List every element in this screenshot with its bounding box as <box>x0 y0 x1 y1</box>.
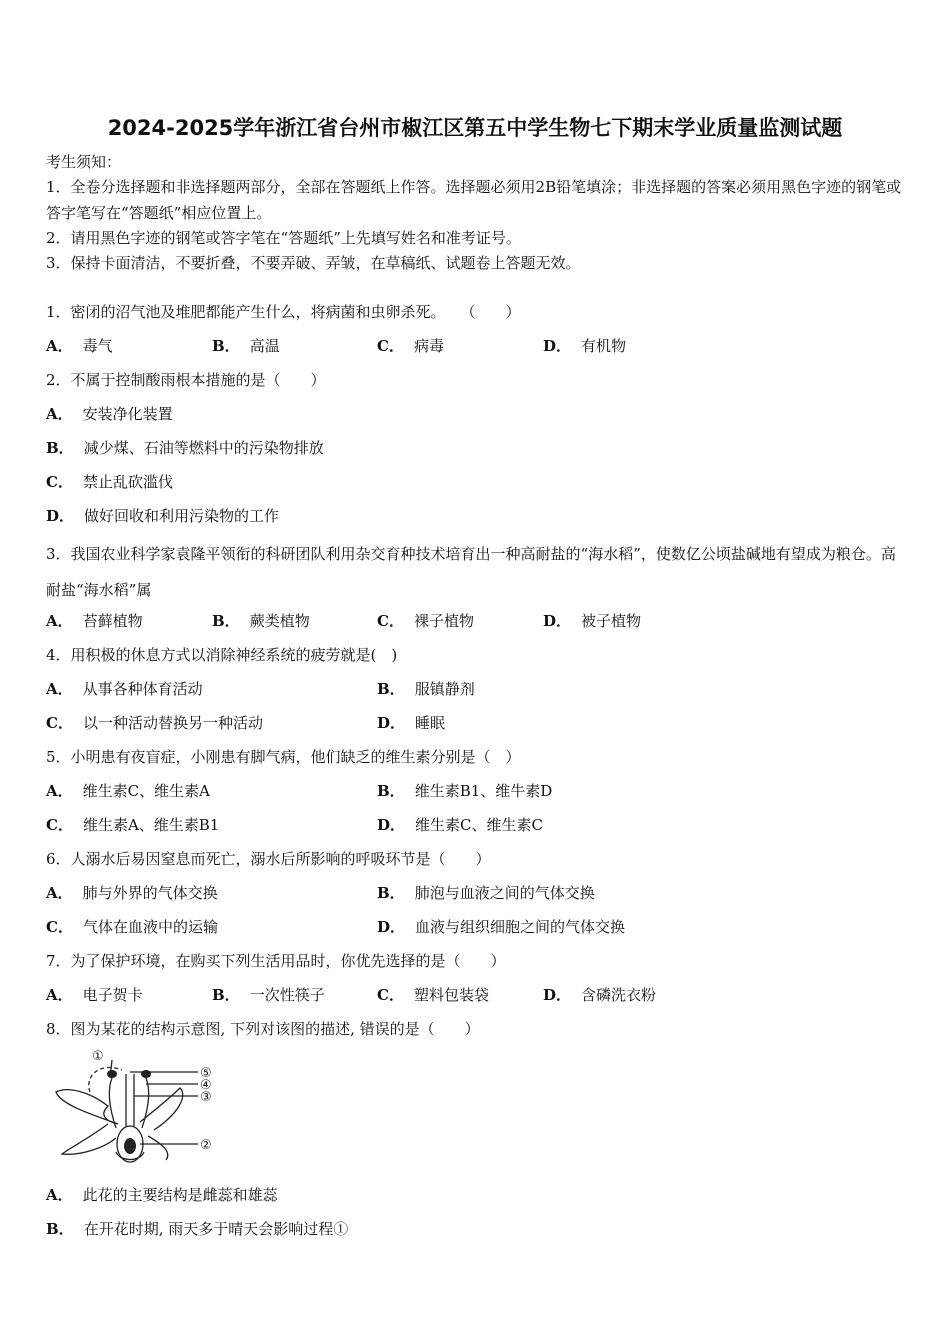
option-letter: D． <box>377 918 406 936</box>
label-1: ① <box>92 1049 104 1064</box>
option-c[interactable] <box>46 713 263 733</box>
option-text: 肺泡与血液之间的气体交换 <box>414 884 595 902</box>
option-b[interactable] <box>377 679 475 699</box>
option-letter: A． <box>46 337 73 355</box>
option-a[interactable] <box>46 985 143 1005</box>
option-text: 维生素C、维生素C <box>415 816 543 834</box>
option-text: 以一种活动替换另一种活动 <box>82 714 263 732</box>
option-row <box>46 404 906 424</box>
option-letter: A． <box>46 612 73 630</box>
option-text: 蕨类植物 <box>249 612 310 630</box>
option-text: 有机物 <box>581 337 627 355</box>
option-text: 裸子植物 <box>413 612 474 630</box>
option-letter: A． <box>46 986 73 1004</box>
option-letter: D． <box>377 714 406 732</box>
option-text: 从事各种体育活动 <box>82 680 203 698</box>
option-letter: D． <box>46 507 75 525</box>
option-letter: D． <box>377 816 406 834</box>
option-letter: C． <box>377 612 404 630</box>
option-c[interactable] <box>377 611 474 631</box>
question-stem: 2．不属于控制酸雨根本措施的是（ ） <box>46 371 326 389</box>
label-4: ④ <box>200 1078 212 1093</box>
question-stem: 8．图为某花的结构示意图, 下列对该图的描述, 错误的是（ ） <box>46 1020 480 1038</box>
option-letter: C． <box>46 714 73 732</box>
option-letter: B． <box>212 612 240 630</box>
option-row <box>46 1219 906 1239</box>
option-letter: A． <box>46 884 73 902</box>
option-letter: B． <box>377 680 405 698</box>
option-text: 禁止乱砍滥伐 <box>82 473 173 491</box>
option-letter: C． <box>377 986 404 1004</box>
label-3: ③ <box>200 1090 212 1105</box>
option-letter: B． <box>46 1220 74 1238</box>
option-text: 在开花时期, 雨天多于晴天会影响过程① <box>83 1220 349 1238</box>
anther-mark <box>107 1070 117 1078</box>
option-text: 维生素C、维生素A <box>82 782 210 800</box>
option-row <box>46 781 906 801</box>
option-row <box>46 985 906 1005</box>
option-row <box>46 611 906 631</box>
flower-structure-figure <box>50 1044 230 1169</box>
option-b[interactable] <box>212 611 310 631</box>
option-letter: B． <box>46 439 74 457</box>
option-c[interactable] <box>377 336 444 356</box>
option-row <box>46 713 906 733</box>
option-d[interactable] <box>46 506 279 526</box>
option-a[interactable] <box>46 1185 278 1205</box>
flower-diagram <box>50 1044 230 1169</box>
option-letter: B． <box>377 884 405 902</box>
option-c[interactable] <box>46 815 219 835</box>
option-a[interactable] <box>46 883 218 903</box>
option-text: 做好回收和利用污染物的工作 <box>84 507 280 525</box>
question-stem: 7．为了保护环境，在购买下列生活用品时，你优先选择的是（ ） <box>46 952 506 970</box>
option-text: 毒气 <box>82 337 113 355</box>
option-letter: A． <box>46 405 73 423</box>
option-row <box>46 1185 906 1205</box>
option-letter: C． <box>377 337 404 355</box>
option-row <box>46 883 906 903</box>
option-b[interactable] <box>212 985 325 1005</box>
option-letter: D． <box>543 337 572 355</box>
option-a[interactable] <box>46 404 173 424</box>
option-letter: C． <box>46 473 73 491</box>
label-2: ② <box>200 1138 212 1153</box>
option-b[interactable] <box>46 438 324 458</box>
option-a[interactable] <box>46 679 203 699</box>
option-letter: D． <box>543 986 572 1004</box>
option-letter: A． <box>46 1186 73 1204</box>
option-text: 病毒 <box>413 337 444 355</box>
option-text: 睡眠 <box>415 714 446 732</box>
option-text: 高温 <box>249 337 280 355</box>
notice-item-2: 2．请用黑色字迹的钢笔或答字笔在“答题纸”上先填写姓名和准考证号。 <box>46 229 521 247</box>
option-letter: C． <box>46 816 73 834</box>
option-row <box>46 438 906 458</box>
option-text: 此花的主要结构是雌蕊和雄蕊 <box>82 1186 278 1204</box>
option-d[interactable] <box>543 336 626 356</box>
option-letter: D． <box>543 612 572 630</box>
option-letter: C． <box>46 918 73 936</box>
option-a[interactable] <box>46 611 143 631</box>
anther-mark <box>141 1070 151 1078</box>
option-row <box>46 472 906 492</box>
option-d[interactable] <box>377 713 445 733</box>
question-stem: 1．密闭的沼气池及堆肥都能产生什么，将病菌和虫卵杀死。 （ ） <box>46 303 521 321</box>
option-d[interactable] <box>543 985 656 1005</box>
option-letter: B． <box>212 986 240 1004</box>
option-text: 维生素B1、维牛素D <box>414 782 553 800</box>
option-b[interactable] <box>212 336 280 356</box>
question-stem: 5．小明患有夜盲症，小刚患有脚气病，他们缺乏的维生素分别是（ ） <box>46 748 521 766</box>
question-stem: 6．人溺水后易因窒息而死亡，溺水后所影响的呼吸环节是（ ） <box>46 850 491 868</box>
option-letter: A． <box>46 782 73 800</box>
option-row <box>46 815 906 835</box>
option-text: 安装净化装置 <box>82 405 173 423</box>
option-text: 被子植物 <box>581 612 642 630</box>
option-row <box>46 679 906 699</box>
option-text: 服镇静剂 <box>414 680 475 698</box>
page-title: 2024-2025学年浙江省台州市椒江区第五中学生物七下期末学业质量监测试题 <box>107 116 843 140</box>
option-text: 苔藓植物 <box>82 612 143 630</box>
option-row <box>46 506 906 526</box>
option-a[interactable] <box>46 781 210 801</box>
option-letter: B． <box>377 782 405 800</box>
option-text: 气体在血液中的运输 <box>82 918 218 936</box>
notice-item-1: 1．全卷分选择题和非选择题两部分，全部在答题纸上作答。选择题必须用2B铅笔填涂；非选择题的答案必须用黑色字迹的钢笔或答字笔写在“答题纸”相应位置上。 <box>46 178 902 222</box>
option-text: 减少煤、石油等燃料中的污染物排放 <box>83 439 324 457</box>
option-b[interactable] <box>377 883 595 903</box>
option-b[interactable] <box>46 1219 348 1239</box>
option-letter: B． <box>212 337 240 355</box>
option-text: 血液与组织细胞之间的气体交换 <box>415 918 626 936</box>
option-text: 肺与外界的气体交换 <box>82 884 218 902</box>
question-stem: 4．用积极的休息方式以消除神经系统的疲劳就是( ) <box>46 646 398 664</box>
question-stem: 3．我国农业科学家袁隆平领衔的科研团队利用杂交育种技术培育出一种高耐盐的“海水稻”，使数亿公顷盐碱地有望成为粮仓。高耐盐“海水稻”属 <box>46 545 896 599</box>
option-d[interactable] <box>377 917 625 937</box>
option-row <box>46 336 906 356</box>
option-d[interactable] <box>377 815 543 835</box>
option-row <box>46 917 906 937</box>
option-a[interactable] <box>46 336 113 356</box>
option-text: 一次性筷子 <box>249 986 325 1004</box>
option-text: 电子贺卡 <box>82 986 143 1004</box>
option-letter: A． <box>46 680 73 698</box>
option-d[interactable] <box>543 611 641 631</box>
label-5: ⑤ <box>200 1066 212 1081</box>
option-text: 含磷洗衣粉 <box>581 986 657 1004</box>
ovule-mark <box>124 1138 136 1154</box>
option-text: 塑料包装袋 <box>413 986 489 1004</box>
option-b[interactable] <box>377 781 552 801</box>
option-c[interactable] <box>46 917 218 937</box>
notice-heading: 考生须知： <box>46 153 122 171</box>
option-c[interactable] <box>377 985 489 1005</box>
notice-item-3: 3．保持卡面清洁，不要折叠，不要弄破、弄皱，在草稿纸、试题卷上答题无效。 <box>46 254 581 272</box>
option-c[interactable] <box>46 472 173 492</box>
option-text: 维生素A、维生素B1 <box>82 816 220 834</box>
